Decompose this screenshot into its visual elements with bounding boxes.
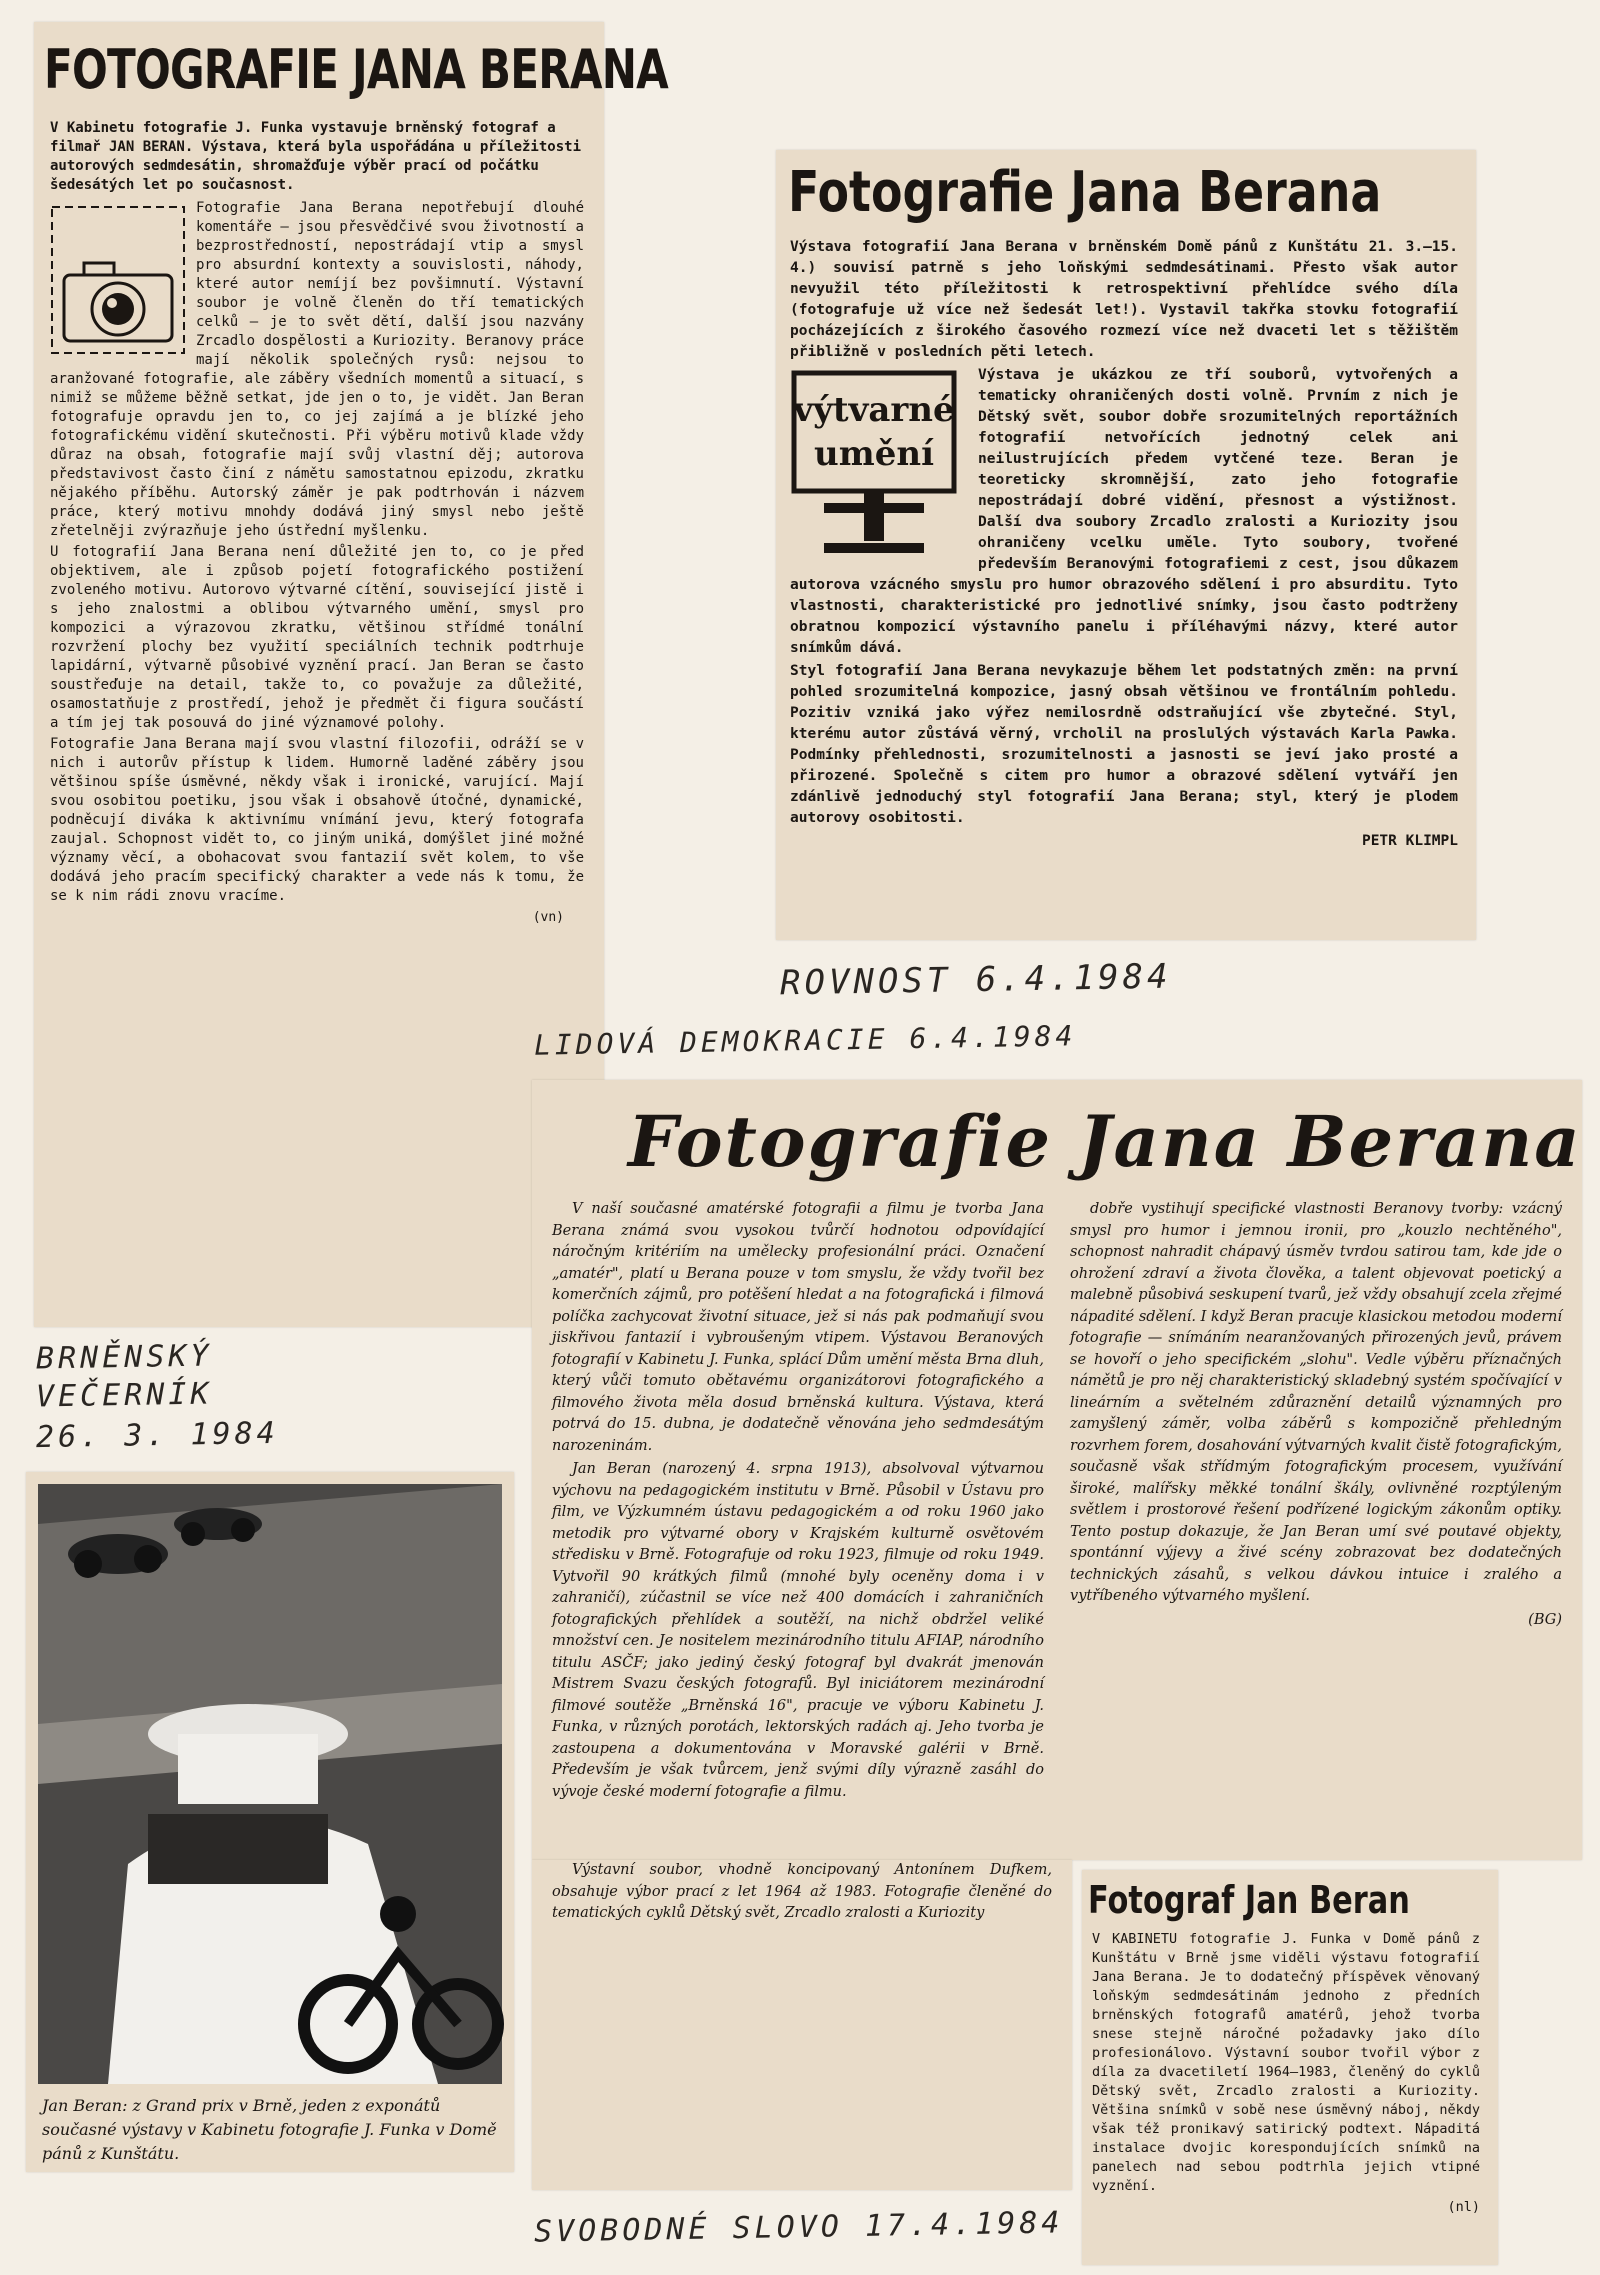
article-column-1 (552, 1199, 1044, 1805)
article-title: Fotograf Jan Beran (1088, 1878, 1410, 1922)
article-title: Fotografie Jana Berana (628, 1100, 1582, 1183)
handwritten-note-vecernik-1: BRNĚNSKÝ (35, 1338, 213, 1377)
paragraph: dobře vystihují specifické vlastnosti Beranovy tvorby: vzácný smysl pro humor i jemnou ironii, pro „kouzlo nechtěného", schopnost nahradit chápavý úsměv tvrdou satirou tam, kde jde o ohrožení zdraví a života člověka, a talent objevovat poetický a malebně působivá seskupení tvarů, jež vždy obsahují zcela zřejmé nápadité sdělení. I když Beran pracuje klasickou metodou moderní fotografie — snímáním nearanžovaných přirozených jevů, právem se hovoří o jeho specifickém „slohu". Vedle výběru příznačných námětů je pro něj charakteristický skladebný systém spočívající v lineárním a světelném zdůraznění detailů významných pro zamyšlený záměr, volba záběrů s kompozičně přehledným rozvrhem forem, dosahování výtvarných kvalit čistě fotografickým, současně však střídmým fotografickým procesem, využívání široké, malířsky měkké tonální škály, ovlivněné rozptýleným světlem i prostorové řešení podřízené logickým zákonům optiky. Tento postup dokazuje, že Jan Beran umí své poutavé objekty, spontánní výjevy a živé scény zobrazovat bez dodatečných technických zásahů, s velkou dávkou intuice i zralého a vytříbeného výtvarného myšlení. (1070, 1201, 1563, 1604)
badge-line-1: výtvarné (793, 390, 955, 430)
photo-grand-prix (38, 1484, 502, 2084)
clipping-lidova-continued (532, 1860, 1072, 2190)
article-title: FOTOGRAFIE JANA BERANA (44, 38, 668, 101)
handwritten-note-vecernik-2: VEČERNÍK (35, 1376, 213, 1415)
paragraph: U fotografií Jana Berana není důležité jen to, co je před objektivem, ale i způsob pojetí fotografického postižení zvoleného motivu. Autorovo výtvarné cítění, související jistě i s jeho znalostmi a oblibou výtvarného umění, smysl pro kompozici a výrazovou zkratku, většinou střídmé tonální rozvržení plochy bez využití speciálních technik podtrhuje lapidární, výtvarně působivé vyznění prací. Jan Beran se často soustřeďuje na detail, takže to, co považuje za důležité, osamostatňuje z prostředí, jehož je předmět či figura součástí a tím jej tak posouvá do jiné významové polohy. (50, 544, 584, 731)
signature: PETR KLIMPL (1361, 833, 1458, 849)
article-title: Fotografie Jana Berana (788, 160, 1382, 225)
visual-arts-badge (790, 369, 966, 559)
article-body (50, 199, 584, 927)
paragraph: Fotografie Jana Berana nepotřebují dlouhé komentáře — jsou přesvědčivé svou životností a bezprostředností, nepostrádají vtip a smysl pro absurdní kontexty a souvislosti, náhody, které autor nemíjí bez povšimnutí. Výstavní soubor je volně členěn do tří tematických celků — je to svět dětí, další jsou nazvány Zrcadlo dospělosti a Kuriozity. Beranovy práce mají několik společných rysů: nejsou to aranžované fotografie, ale záběry všedních momentů a situací, s nimiž se můžeme běžně setkat, jde jen o to, je vidět. Jan Beran fotografuje opravdu jen to, co jej zajímá a je blízké jeho fotografickému vidění skutečnosti. Při výběru motivů klade vždy důraz na obsah, fotografie mají svůj vlastní děj; autorova představivost často činí z námětu samostatnou epizodu, zkratku nějakého příběhu. Autorský záměr je pak podtrhován i názvem práce, který motivu mnohdy dodává jiný smysl nebo ještě zřetelněji zvýrazňuje jeho ústřední myšlenku. (50, 200, 584, 539)
paragraph: Jan Beran (narozený 4. srpna 1913), absolvoval výtvarnou výchovu na pedagogickém institutu v Brně. Působil v Ústavu pro film, ve Výzkumném ústavu pedagogickém a od roku 1960 jako metodik pro výtvarné obory v Krajském kulturně osvětovém středisku v Brně. Fotografuje od roku 1923, filmuje od roku 1949. Vytvořil 90 krátkých filmů (mnohé byly oceněny doma i v zahraničí), zúčastnil se více než 400 domácích i zahraničních fotografických přehlídek a soutěží, na nichž obdržel veliké množství cen. Je nositelem mezinárodního titulu AFIAP, národního titulu ASČF; jako jediný český fotograf byl dvakrát jmenován Mistrem Svazu českých fotografů. Byl iniciátorem mezinárodní filmové soutěže „Brněnská 16", pracuje ve výboru Kabinetu J. Funka, v různých porotách, lektorských radách aj. Jeho tvorba je zastoupena a dokumentována v Moravské galérii v Brně. Především je však tvůrcem, jenž svými díly výrazně zasáhl do vývoje české moderní fotografie a filmu. (552, 1461, 1044, 1800)
handwritten-note-rovnost: ROVNOST 6.4.1984 (779, 956, 1172, 1004)
article-column-1-end (552, 1860, 1052, 1925)
clipping-svobodne (1082, 1870, 1498, 2265)
camera-icon (50, 205, 186, 355)
paragraph: Styl fotografií Jana Berana nevykazuje během let podstatných změn: na první pohled srozumitelná kompozice, jasný obsah většinou ve frontálním pohledu. Pozitiv vzniká jako výřez nemilosrdně odstraňující vše zbytečné. Styl, kterému autor zůstává věrný, vrcholil na proslulých výstavách Karla Pawka. Podmínky přehlednosti, srozumitelnosti a jasnosti se jeví jako prosté a přirozené. Společně s citem pro humor a obrazové sdělení vytváří jen zdánlivě jednoduchý styl fotografií Jana Berana; styl, který je plodem autorovy osobitosti. (790, 663, 1458, 826)
signature: (nl) (1447, 2199, 1480, 2215)
article-body (1092, 1930, 1480, 2215)
clipping-photo (26, 1472, 514, 2172)
article-body (790, 237, 1458, 849)
handwritten-note-svobodne: SVOBODNÉ SLOVO 17.4.1984 (533, 2205, 1064, 2250)
article-lead: V Kabinetu fotografie J. Funka vystavuje brněnský fotograf a filmař JAN BERAN. Výstava, která byla uspořádána u příležitosti autorových sedmdesátin, shromažďuje výběr prací od počátku šedesátých let po současnost. (50, 120, 582, 193)
handwritten-note-vecernik-date: 26. 3. 1984 (35, 1415, 279, 1456)
photo-caption: Jan Beran: z Grand prix v Brně, jeden z exponátů současné výstavy v Kabinetu fotografie J. Funka v Domě pánů z Kunštátu. (42, 2096, 497, 2163)
paragraph: V naší současné amatérské fotografii a filmu je tvorba Jana Berana známá svou vysokou tvůrčí hodnotou odpovídající náročným kritériím na umělecky profesionální práci. Označení „amatér", platí u Berana pouze v tom smyslu, že vždy tvořil bez komerčních zájmů, pro potěšení hledat a na fotografická i filmová políčka zachycovat životní situace, jež si nás pak podmaňují svou jiskřivou fantazií i vybroušeným vtipem. Výstavou Beranových fotografií v Kabinetu J. Funka, splácí Dům umění města Brna dluh, který vůči tomuto obětavému organizátorovi fotografického a filmového života měla dosud brněnská kultura. Výstava, která potrvá do 15. dubna, je dodatečně věnována jeho sedmdesátým narozeninám. (552, 1201, 1044, 1454)
clipping-lidova (532, 1080, 1582, 1860)
paragraph: V KABINETU fotografie J. Funka v Domě pánů z Kunštátu v Brně jsme viděli výstavu fotografií Jana Berana. Je to dodatečný příspěvek věnovaný loňským sedmdesátinám jednoho z předních brněnských fotografů amatérů, jehož tvorba snese stejně náročné požadavky jako dílo profesionálovo. Výstavní soubor tvořil výbor z díla za dvacetiletí 1964—1983, členěný do cyklů Dětský svět, Zrcadlo zralosti a Kuriozity. Většina snímků v sobě nese úsměvný náboj, někdy však též pronikavý satirický podtext. Nápaditá instalace dvojic korespondujících snímků na panelech nad sebou podtrhla jejich vtipné vyznění. (1092, 1931, 1480, 2194)
clipping-rovnost (34, 22, 668, 1327)
badge-line-2: umění (814, 434, 934, 474)
paragraph: Výstava fotografií Jana Berana v brněnském Domě pánů z Kunštátu 21. 3.—15. 4.) souvisí patrně s jeho loňskými sedmdesátinami. Přesto však autor nevyužil této příležitosti k retrospektivní přehlídce svého díla (fotografuje už více než šedesát let!). Vystavil takřka stovku fotografií pocházejících z širokého časového rozmezí více než dvaceti let s těžištěm přibližně v posledních pěti letech. (790, 239, 1458, 360)
paragraph: Fotografie Jana Berana mají svou vlastní filozofii, odráží se v nich i autorův přístup k lidem. Humorně laděné záběry jsou většinou spíše úsměvné, někdy však i ironické, varující. Mají svou osobitou poetiku, jsou však i obsahově útočné, dynamické, podněcují diváka k aktivnímu vnímání jevu, který fotografa zaujal. Schopnost vidět to, co jiným uniká, domýšlet jiné možné významy věcí, a obohacovat svou fantazií svět kolem, to vše dodává jeho pracím specifický charakter a vede nás k tomu, že se k nim rádi znovu vracíme. (50, 736, 584, 904)
article-column-2 (1070, 1199, 1562, 1805)
handwritten-note-lidova: LIDOVÁ DEMOKRACIE 6.4.1984 (533, 1019, 1077, 1062)
clipping-vecernik (776, 150, 1476, 940)
paragraph: Výstava je ukázkou ze tří souborů, vytvořených a tematicky ohraničených dosti volně. Prvním z nich je Dětský svět, soubor dobře srozumitelných reportážních fotografií netvořících jednotný celek ani neilustrujících předem vytčené teze. Beran je teoreticky skromnější, zato jeho fotografie nepostrádají dobré vidění, přesnost a výstižnost. Další dva soubory Zrcadlo zralosti a Kuriozity jsou ohraničeny vcelku uměle. Tyto soubory, tvořené především Beranovými fotografiemi z cest, jsou důkazem autorova vzácného smyslu pro humor obrazového sdělení i pro absurditu. Tyto vlastnosti, charakteristické pro jednotlivé snímky, jsou často podtrženy obratnou kompozicí výstavního panelu i příléhavými názvy, které autor snímkům dává. (790, 367, 1458, 656)
paragraph: Výstavní soubor, vhodně koncipovaný Antonínem Dufkem, obsahuje výbor prací z let 1964 až 1983. Fotografie členěné do tematických cyklů Dětský svět, Zrcadlo zralosti a Kuriozity (552, 1862, 1052, 1921)
signature: (BG) (1528, 1611, 1562, 1628)
signature: (vn) (532, 910, 564, 925)
